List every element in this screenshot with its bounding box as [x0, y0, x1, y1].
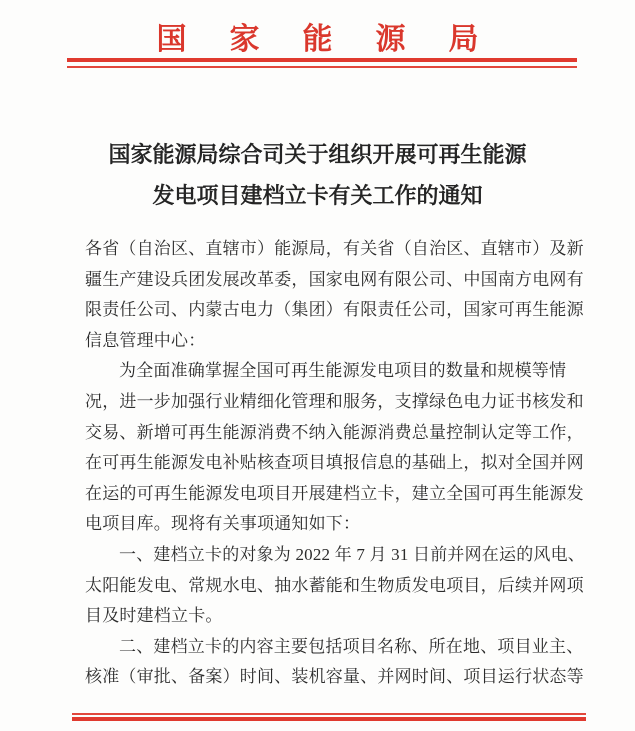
- letterhead-agency-name: 国家能源局: [156, 23, 522, 56]
- body-line: 一、建档立卡的对象为 2022 年 7 月 31 日前并网在运的风电、: [119, 544, 585, 564]
- body-line: 信息管理中心：: [85, 330, 206, 350]
- footer-rule-thin: [72, 713, 586, 715]
- letterhead-rule-thin: [67, 66, 577, 68]
- footer-rule: [72, 713, 586, 721]
- body-line: 各省（自治区、直辖市）能源局，有关省（自治区、直辖市）及新: [85, 239, 584, 258]
- letterhead-rule-thick: [67, 58, 577, 62]
- body-line: 为全面准确掌握全国可再生能源发电项目的数量和规模等情: [119, 361, 567, 381]
- body-line: 疆生产建设兵团发展改革委，国家电网有限公司、中国南方电网有: [85, 269, 584, 289]
- body-line: 限责任公司、内蒙古电力（集团）有限责任公司，国家可再生能源: [85, 300, 584, 320]
- body-line: 太阳能发电、常规水电、抽水蓄能和生物质发电项目，后续并网项: [85, 575, 584, 595]
- footer-rule-thick: [72, 717, 586, 721]
- body-line: 核准（审批、备案）时间、装机容量、并网时间、项目运行状态等: [85, 667, 584, 687]
- body-line: 目及时建档立卡。: [85, 606, 223, 626]
- letterhead-rule: [67, 58, 577, 68]
- body-line: 电项目库。现将有关事项通知如下：: [85, 514, 361, 534]
- document-body: [85, 234, 585, 693]
- document-title-line1: 国家能源局综合司关于组织开展可再生能源: [108, 142, 527, 167]
- body-line: 在运的可再生能源发电项目开展建档立卡，建立全国可再生能源发: [85, 483, 584, 503]
- body-line: 况，进一步加强行业精细化管理和服务，支撑绿色电力证书核发和: [85, 391, 584, 411]
- document-title-line2: 发电项目建档立卡有关工作的通知: [152, 183, 483, 208]
- body-line: 交易、新增可再生能源消费不纳入能源消费总量控制认定等工作，: [85, 422, 584, 442]
- body-line: 二、建档立卡的内容主要包括项目名称、所在地、项目业主、: [119, 636, 584, 656]
- body-line: 在可再生能源发电补贴核查项目填报信息的基础上，拟对全国并网: [85, 453, 584, 473]
- document-title: [0, 134, 635, 216]
